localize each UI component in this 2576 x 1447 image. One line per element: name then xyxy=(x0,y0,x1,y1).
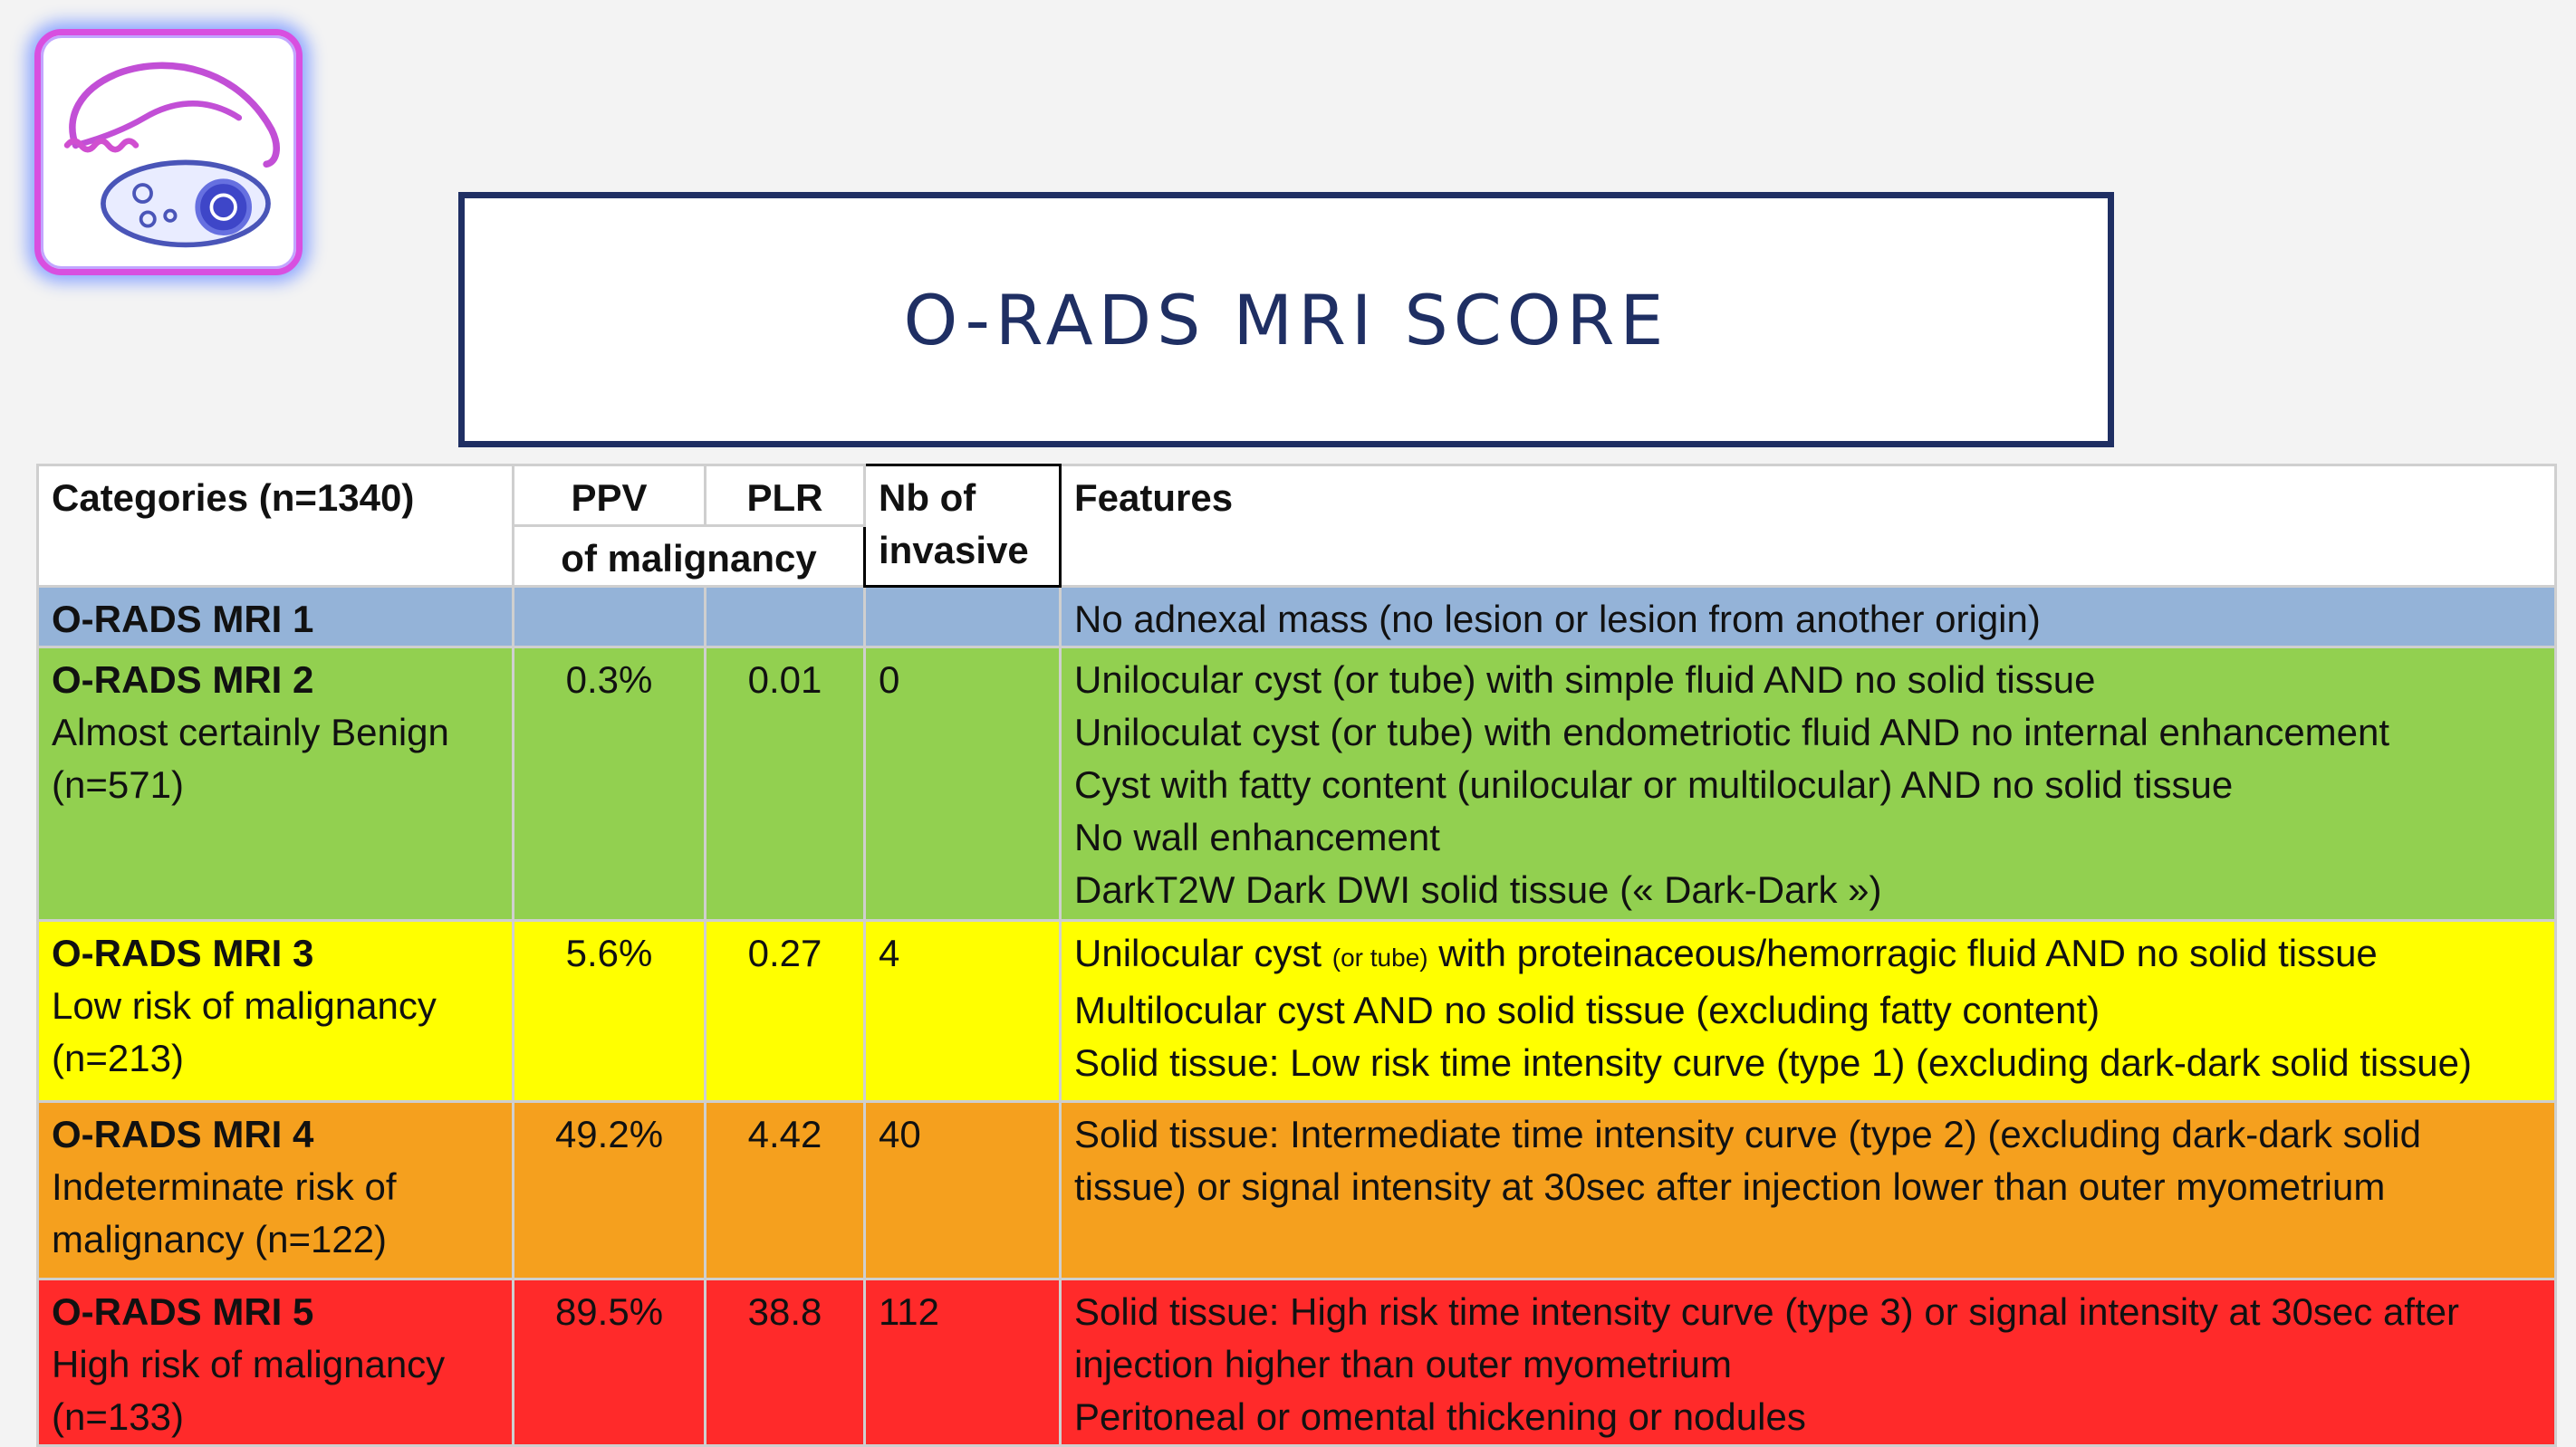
nb-invasive-cell: 112 xyxy=(865,1279,1061,1446)
category-count: (n=133) xyxy=(52,1395,184,1438)
header-features: Features xyxy=(1061,465,2556,587)
feature-text: with proteinaceous/hemorragic fluid AND no solid tissue xyxy=(1427,932,2378,974)
orads-table xyxy=(36,464,2557,1447)
header-invasive: invasive xyxy=(879,529,1029,571)
feature-line: injection higher than outer myometrium xyxy=(1074,1343,1733,1385)
feature-line: Solid tissue: High risk time intensity curve (type 3) or signal intensity at 30sec after xyxy=(1074,1290,2459,1333)
plr-cell: 0.01 xyxy=(706,647,865,921)
category-desc: Almost certainly Benign xyxy=(52,711,449,753)
header-row xyxy=(38,465,2556,526)
category-name: O-RADS MRI 2 xyxy=(52,658,314,701)
page-title: O-RADS MRI SCORE xyxy=(903,279,1669,360)
category-cell xyxy=(38,1279,514,1446)
logo-badge xyxy=(34,29,303,275)
category-cell xyxy=(38,1102,514,1279)
ppv-cell: 5.6% xyxy=(514,921,706,1102)
nb-invasive-cell: 4 xyxy=(865,921,1061,1102)
header-plr: PLR xyxy=(706,465,865,526)
feature-line: Uniloculat cyst (or tube) with endometriotic fluid AND no internal enhancement xyxy=(1074,711,2390,753)
ppv-cell: 0.3% xyxy=(514,647,706,921)
plr-cell xyxy=(706,587,865,647)
feature-small-note: (or tube) xyxy=(1331,944,1428,972)
features-cell xyxy=(1061,647,2556,921)
ppv-cell: 49.2% xyxy=(514,1102,706,1279)
uterus-ovary-logo-icon xyxy=(41,35,296,269)
title-box xyxy=(458,192,2114,447)
header-nb-of: Nb of xyxy=(879,476,976,519)
plr-cell: 0.27 xyxy=(706,921,865,1102)
category-desc: Indeterminate risk of xyxy=(52,1165,397,1208)
header-nb-invasive xyxy=(865,465,1061,587)
table-row-orads-1 xyxy=(38,587,2556,647)
category-count: malignancy (n=122) xyxy=(52,1218,388,1260)
header-categories: Categories (n=1340) xyxy=(38,465,514,587)
header-ppv: PPV xyxy=(514,465,706,526)
ppv-cell xyxy=(514,587,706,647)
feature-line: Cyst with fatty content (unilocular or multilocular) AND no solid tissue xyxy=(1074,763,2234,806)
feature-line: Unilocular cyst (or tube) with simple fluid AND no solid tissue xyxy=(1074,658,2096,701)
nb-invasive-cell: 0 xyxy=(865,647,1061,921)
table-row-orads-4 xyxy=(38,1102,2556,1279)
features-cell xyxy=(1061,921,2556,1102)
feature-line: Solid tissue: Low risk time intensity curve (type 1) (excluding dark-dark solid tissue) xyxy=(1074,1041,2472,1084)
nb-invasive-cell xyxy=(865,587,1061,647)
feature-line: Solid tissue: Intermediate time intensity curve (type 2) (excluding dark-dark solid xyxy=(1074,1113,2421,1155)
feature-line: No wall enhancement xyxy=(1074,816,1440,858)
feature-line: No adnexal mass (no lesion or lesion from another origin) xyxy=(1074,598,2041,640)
features-cell xyxy=(1061,1279,2556,1446)
features-cell xyxy=(1061,587,2556,647)
nb-invasive-cell: 40 xyxy=(865,1102,1061,1279)
table-row-orads-3 xyxy=(38,921,2556,1102)
category-desc: High risk of malignancy xyxy=(52,1343,446,1385)
category-count: (n=213) xyxy=(52,1037,184,1079)
plr-cell: 38.8 xyxy=(706,1279,865,1446)
category-count: (n=571) xyxy=(52,763,184,806)
ppv-cell: 89.5% xyxy=(514,1279,706,1446)
feature-line: DarkT2W Dark DWI solid tissue (« Dark-Dark ») xyxy=(1074,868,1882,911)
features-cell xyxy=(1061,1102,2556,1279)
feature-line: Multilocular cyst AND no solid tissue (excluding fatty content) xyxy=(1074,989,2100,1031)
category-name: O-RADS MRI 5 xyxy=(52,1290,314,1333)
category-cell xyxy=(38,647,514,921)
category-name: O-RADS MRI 4 xyxy=(52,1113,314,1155)
feature-text: Unilocular cyst xyxy=(1074,932,1332,974)
feature-line xyxy=(1074,927,2542,984)
header-of-malignancy: of malignancy xyxy=(514,526,865,587)
feature-line: Peritoneal or omental thickening or nodules xyxy=(1074,1395,1806,1438)
category-cell xyxy=(38,921,514,1102)
table-row-orads-2 xyxy=(38,647,2556,921)
table-row-orads-5 xyxy=(38,1279,2556,1446)
category-cell xyxy=(38,587,514,647)
category-desc: Low risk of malignancy xyxy=(52,984,437,1027)
category-name: O-RADS MRI 1 xyxy=(52,598,314,640)
category-name: O-RADS MRI 3 xyxy=(52,932,314,974)
plr-cell: 4.42 xyxy=(706,1102,865,1279)
feature-line: tissue) or signal intensity at 30sec after injection lower than outer myometrium xyxy=(1074,1165,2386,1208)
